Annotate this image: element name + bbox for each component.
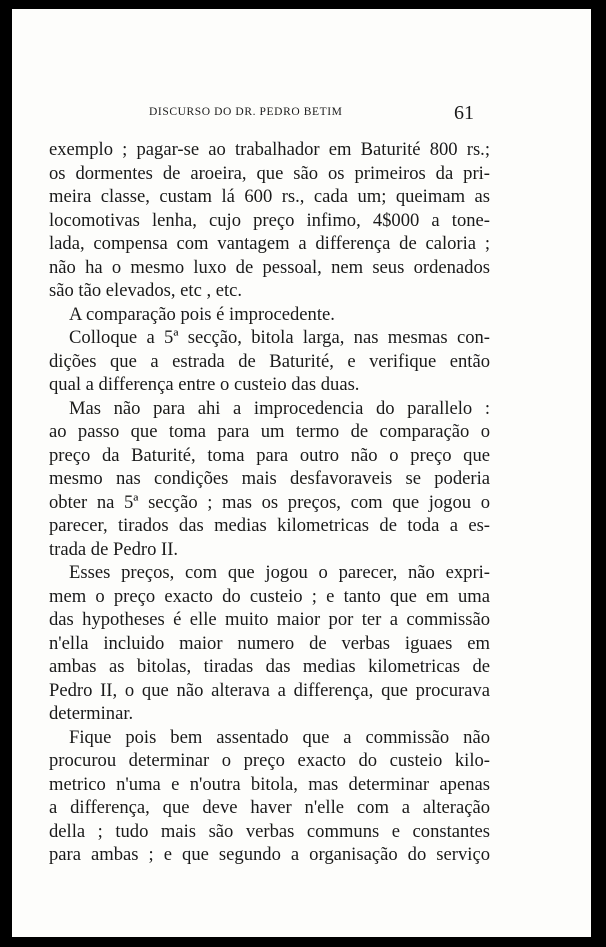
- paragraph-start: Colloque a 5ª secção, bitola larga, nas mesmas con-: [69, 327, 490, 348]
- text-line: ambas as bitolas, tiradas das medias kilometricas de: [49, 656, 490, 677]
- text-line: dições que a estrada de Baturité, e verifique então: [49, 350, 490, 372]
- text-line: exemplo ; pagar-se ao trabalhador em Baturité 800 rs.;: [49, 139, 490, 160]
- text-line: qual a differença entre o custeio das duas.: [49, 374, 360, 395]
- running-head: DISCURSO DO DR. PEDRO BETIM: [149, 106, 343, 118]
- paragraph-start: Fique pois bem assentado que a commissão não: [69, 726, 490, 748]
- text-line: são tão elevados, etc , etc.: [49, 280, 243, 301]
- text-line: das hypotheses é elle muito maior por ter a commissão: [49, 609, 490, 630]
- text-line: della ; tudo mais são verbas communs e constantes: [49, 820, 490, 842]
- text-line: lada, compensa com vantagem a differença de caloria ;: [49, 233, 490, 254]
- text-line: locomotivas lenha, cujo preço infimo, 4$000 a tone-: [49, 209, 490, 231]
- text-line: mem o preço exacto do custeio ; e tanto que em uma: [49, 585, 490, 607]
- text-line: obter na 5ª secção ; mas os preços, com que jogou o: [49, 491, 490, 513]
- text-line: n'ella incluido maior numero de verbas iguaes em: [49, 632, 490, 654]
- text-line: não ha o mesmo luxo de pessoal, nem seus ordenados: [49, 256, 490, 278]
- page-number: 61: [454, 102, 474, 124]
- text-line: ao passo que toma para um termo de comparação o: [49, 421, 490, 442]
- text-line: procurou determinar o preço exacto do custeio kilo-: [49, 750, 490, 771]
- body-text: [49, 138, 490, 867]
- text-line: trada de Pedro II.: [49, 538, 179, 560]
- text-line: para ambas ; e que segundo a organisação do serviço: [49, 844, 490, 865]
- text-line: determinar.: [49, 703, 134, 724]
- page-header: [12, 104, 591, 128]
- text-line: metrico n'uma e n'outra bitola, mas determinar apenas: [49, 773, 490, 795]
- paragraph-start: A comparação pois é improcedente.: [69, 303, 335, 325]
- text-line: a differença, que deve haver n'elle com a alteração: [49, 797, 490, 818]
- text-line: meira classe, custam lá 600 rs., cada um; queimam as: [49, 186, 490, 207]
- text-line: preço da Baturité, toma para outro não o preço que: [49, 444, 490, 466]
- text-line: parecer, tirados das medias kilometricas de toda a es-: [49, 515, 490, 536]
- book-page: [12, 9, 591, 937]
- paragraph-start: Esses preços, com que jogou o parecer, não expri-: [69, 562, 490, 583]
- text-line: Pedro II, o que não alterava a differença, que procurava: [49, 679, 490, 701]
- paragraph-start: Mas não para ahi a improcedencia do parallelo :: [69, 397, 490, 419]
- text-line: mesmo nas condições mais desfavoraveis se poderia: [49, 468, 490, 489]
- text-line: os dormentes de aroeira, que são os primeiros da pri-: [49, 162, 490, 184]
